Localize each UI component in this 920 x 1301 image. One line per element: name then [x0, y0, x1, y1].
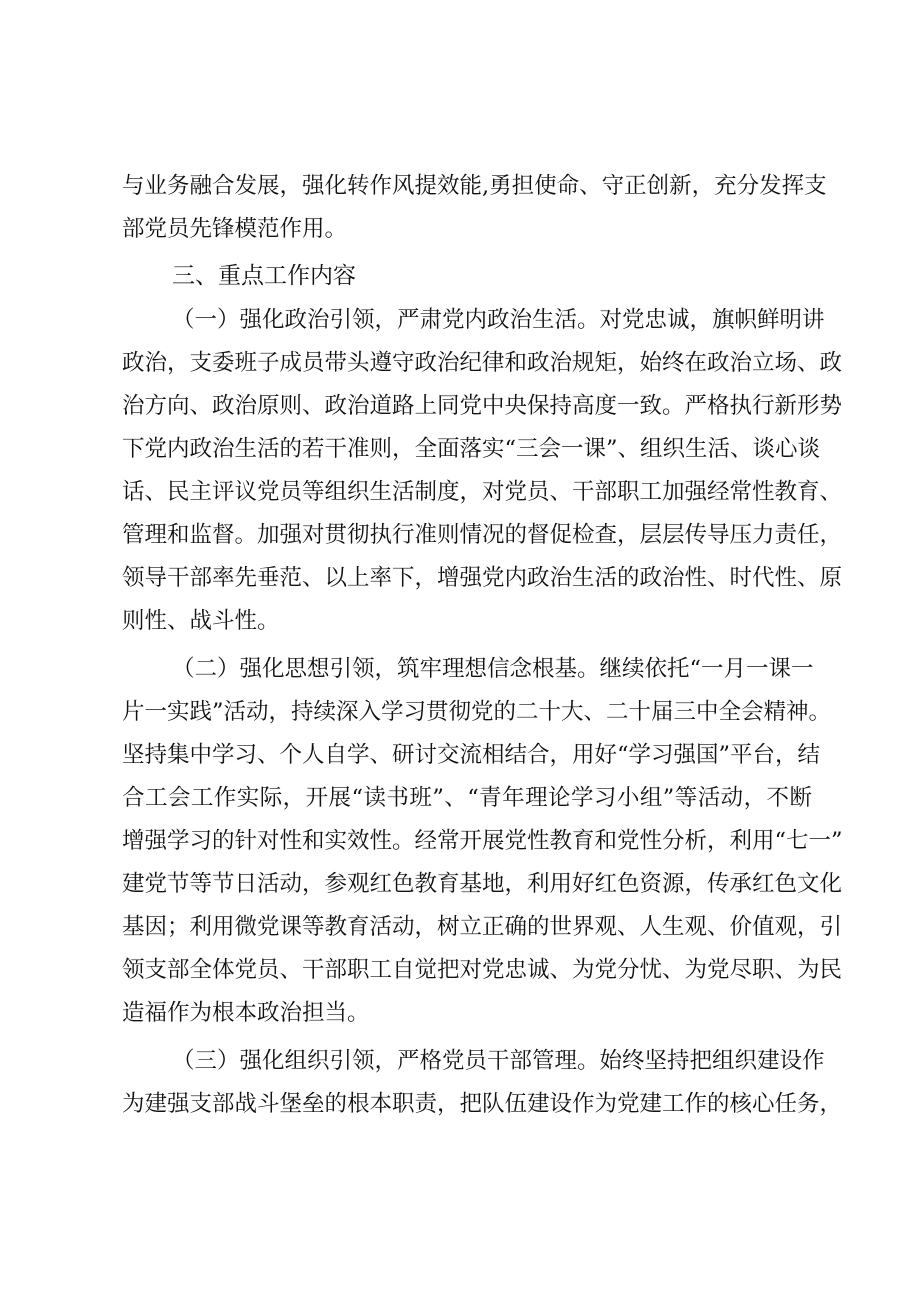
paragraph-2-line-4: 合工会工作实际，开展“读书班”、“青年理论学习小组”等活动，不断: [122, 785, 812, 811]
paragraph-2-line-1: （二）强化思想引领，筑牢理想信念根基。继续依托“一月一课一: [172, 656, 814, 682]
paragraph-1-line-3: 治方向、政治原则、政治道路上同党中央保持高度一致。严格执行新形势: [122, 393, 843, 419]
paragraph-1-line-1: （一）强化政治引领，严肃党内政治生活。对党忠诚，旗帜鲜明讲: [172, 307, 825, 333]
paragraph-2-line-6: 建党节等节日活动，参观红色教育基地，利用好红色资源，传承红色文化: [122, 871, 843, 897]
paragraph-2-line-2: 片一实践”活动，持续深入学习贯彻党的二十大、二十届三中全会精神。: [122, 699, 832, 725]
intro-line-1: 与业务融合发展，强化转作风提效能,勇担使命、守正创新，充分发挥支: [122, 173, 827, 199]
paragraph-1-line-4: 下党内政治生活的若干准则，全面落实“三会一课”、组织生活、谈心谈: [122, 436, 821, 462]
paragraph-1-line-7: 领导干部率先垂范、以上率下，增强党内政治生活的政治性、时代性、原: [122, 565, 843, 591]
section-heading: 三、重点工作内容: [172, 263, 356, 289]
intro-line-2: 部党员先锋模范作用。: [122, 216, 348, 242]
paragraph-1-line-2: 政治，支委班子成员带头遵守政治纪律和政治规矩，始终在政治立场、政: [122, 350, 843, 376]
paragraph-1-line-6: 管理和监督。加强对贯彻执行准则情况的督促检查，层层传导压力责任，: [122, 522, 843, 548]
paragraph-3-line-2: 为建强支部战斗堡垒的根本职责，把队伍建设作为党建工作的核心任务，: [122, 1091, 843, 1117]
paragraph-2-line-3: 坚持集中学习、个人自学、研讨交流相结合，用好“学习强国”平台，结: [122, 742, 821, 768]
paragraph-2-line-8: 领支部全体党员、干部职工自觉把对党忠诚、为党分忧、为党尽职、为民: [122, 957, 843, 983]
paragraph-2-line-7: 基因；利用微党课等教育活动，树立正确的世界观、人生观、价值观，引: [122, 914, 843, 940]
paragraph-1-line-8: 则性、战斗性。: [122, 608, 280, 634]
paragraph-2-line-9: 造福作为根本政治担当。: [122, 1000, 370, 1026]
paragraph-2-line-5: 增强学习的针对性和实效性。经常开展党性教育和党性分析，利用“七一”: [122, 828, 843, 854]
paragraph-1-line-5: 话、民主评议党员等组织生活制度，对党员、干部职工加强经常性教育、: [122, 479, 843, 505]
paragraph-3-line-1: （三）强化组织引领，严格党员干部管理。始终坚持把组织建设作: [172, 1048, 825, 1074]
